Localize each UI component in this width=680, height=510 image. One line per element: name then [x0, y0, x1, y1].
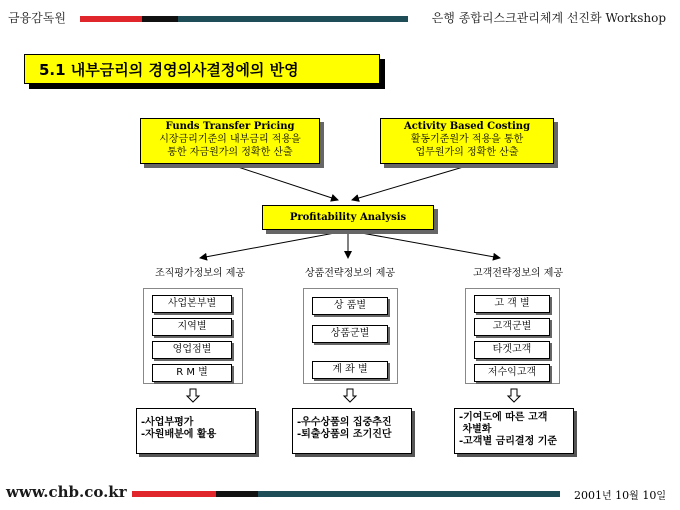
result-line: -고객별 금리결정 기준: [459, 436, 558, 447]
date-year-unit: 년: [601, 491, 612, 502]
column-heading-customer: 고객전략정보의 제공: [472, 268, 564, 279]
hollow-down-arrow-icon: [185, 388, 201, 404]
customer-items-frame: [465, 288, 560, 384]
product-items-frame: [303, 288, 398, 384]
footer-bar-red: [132, 491, 216, 497]
ftp-line2: 통한 자금원가의 정확한 산출: [167, 147, 293, 158]
customer-item: 타겟고객: [474, 341, 550, 359]
date-month: 10: [611, 489, 630, 502]
footer-logo: www.chb.co.kr: [6, 483, 127, 501]
result-line: 차별화: [459, 424, 492, 435]
footer-bar-black: [216, 491, 258, 497]
result-line: -우수상품의 집중추진: [297, 417, 392, 428]
org-item: 지역별: [152, 318, 232, 336]
product-item: 상품군별: [312, 325, 388, 343]
product-item: 계 좌 별: [312, 361, 388, 379]
hollow-down-arrow-icon: [342, 388, 358, 404]
hollow-down-arrow-icon: [506, 388, 522, 404]
date-day-unit: 일: [656, 491, 666, 502]
product-item: 상 품별: [312, 297, 388, 315]
activity-based-costing-box: [380, 118, 554, 164]
org-item: R M 별: [152, 364, 232, 382]
page-title: 5.1 내부금리의 경영의사결정에의 반영: [24, 54, 380, 84]
customer-result-box: [454, 408, 574, 454]
org-item: 사업본부별: [152, 295, 232, 313]
date-day: 10: [638, 489, 657, 502]
customer-item: 고 객 별: [474, 295, 550, 313]
date-year: 2001: [573, 489, 602, 502]
column-heading-org: 조직평가정보의 제공: [154, 268, 246, 279]
customer-item: 저수익고객: [474, 364, 550, 382]
product-result-box: [292, 408, 412, 454]
footer-bar-teal: [258, 491, 560, 497]
org-result-box: [136, 408, 256, 454]
org-item: 영업점별: [152, 341, 232, 359]
org-items-frame: [143, 288, 243, 384]
org-name: 금융감독원: [8, 11, 66, 25]
profitability-analysis-box: [262, 205, 434, 230]
fund-transfer-pricing-box: [140, 118, 320, 164]
ftp-line1: 시장금리기준의 내부금리 적용을: [159, 134, 301, 145]
result-line: -기여도에 따른 고객: [459, 412, 548, 423]
footer-date: [574, 487, 666, 502]
date-month-unit: 월: [629, 491, 639, 502]
column-heading-product: 상품전략정보의 제공: [304, 268, 396, 279]
result-line: -사업부평가: [141, 417, 194, 428]
result-line: -자원배분에 활용: [141, 429, 217, 440]
workshop-title-ko: 은행 종합리스크관리체계 선진화: [431, 11, 602, 25]
ftp-title: Funds Transfer Pricing: [165, 121, 295, 132]
abc-line1: 활동기준원가 적용을 통한: [410, 134, 524, 145]
customer-item: 고객군별: [474, 318, 550, 336]
result-line: -퇴출상품의 조기진단: [297, 429, 392, 440]
workshop-title-en: Workshop: [605, 11, 666, 25]
abc-line2: 업무원가의 정확한 산출: [415, 147, 519, 158]
abc-title: Activity Based Costing: [403, 121, 531, 132]
profitability-analysis-label: Profitability Analysis: [289, 212, 407, 223]
